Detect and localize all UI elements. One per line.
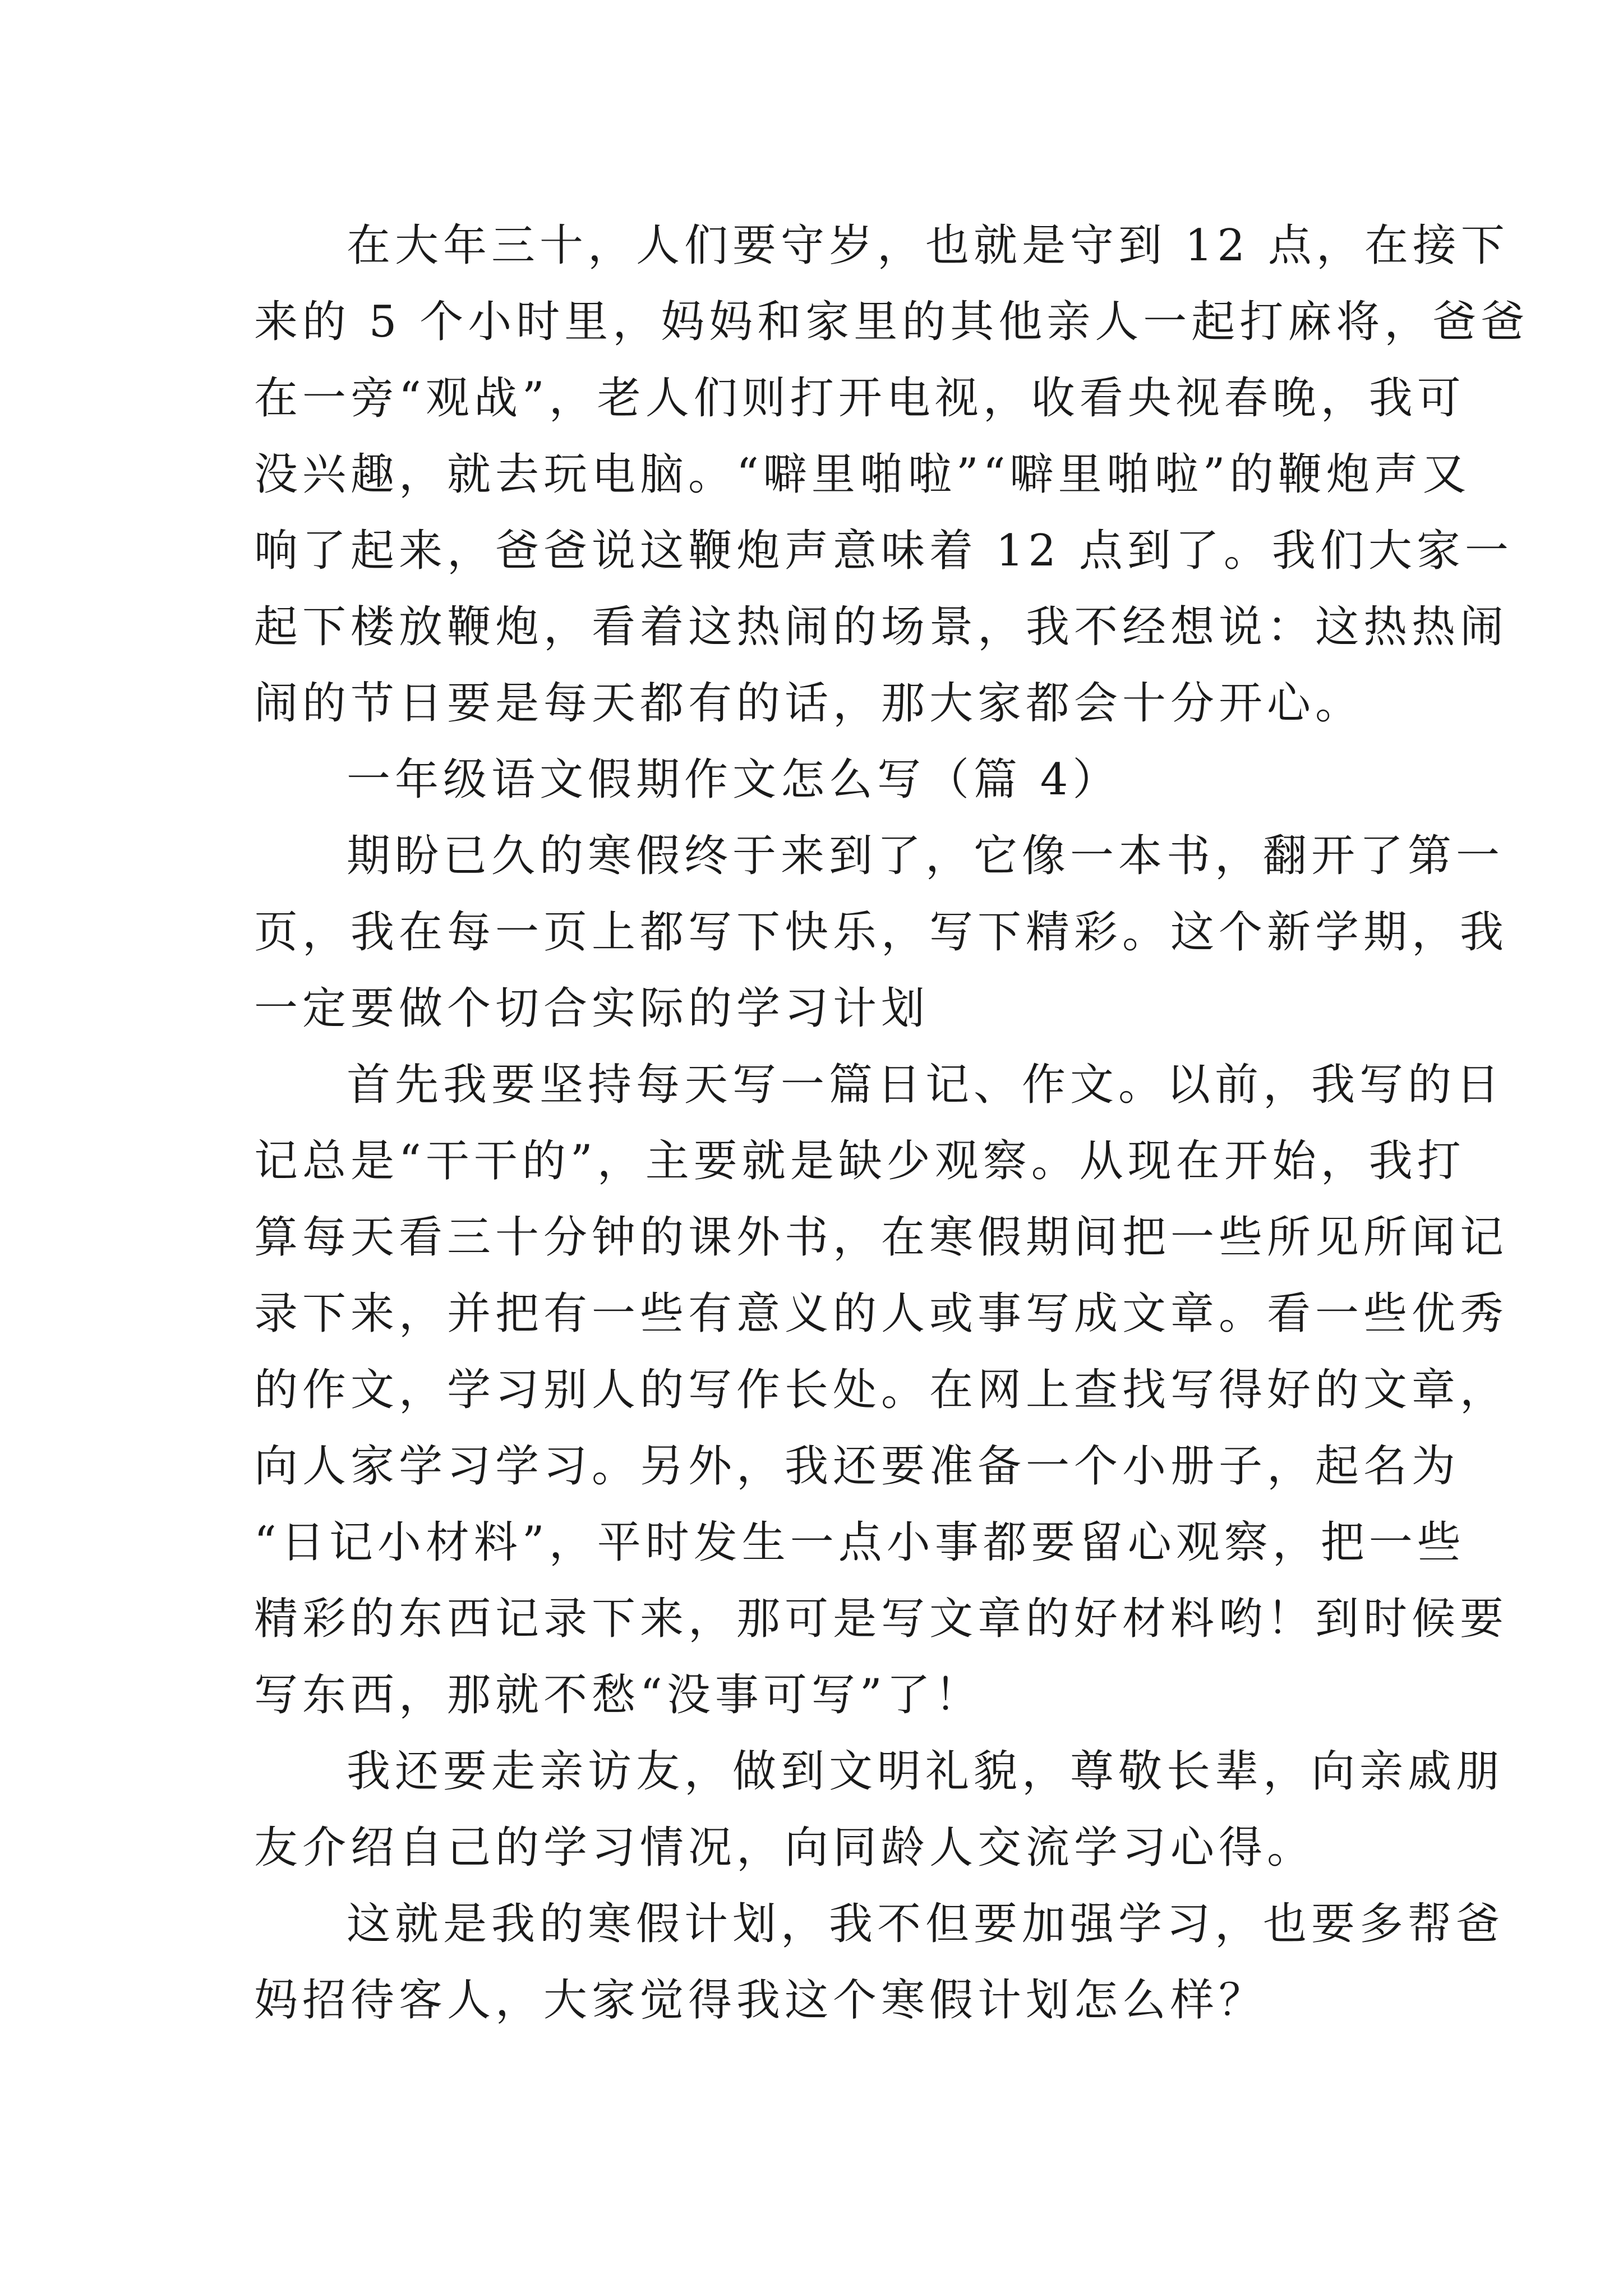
text-line: 响了起来，爸爸说这鞭炮声意味着 12 点到了。我们大家一: [254, 526, 1513, 576]
text-line: 在大年三十，人们要守岁，也就是守到 12 点，在接下: [347, 220, 1509, 271]
paragraph-p2-heading: [254, 742, 1380, 818]
text-line: 录下来，并把有一些有意义的人或事写成文章。看一些优秀: [254, 1289, 1509, 1339]
paragraph-p5: [254, 1733, 1505, 1886]
text-line: 起下楼放鞭炮，看着这热闹的场景，我不经想说：这热热闹: [254, 602, 1509, 652]
text-line: 我还要走亲访友，做到文明礼貌，尊敬长辈，向亲戚朋: [347, 1746, 1505, 1797]
text-line: 的作文，学习别人的写作长处。在网上查找写得好的文章，: [254, 1365, 1509, 1415]
text-line: 算每天看三十分钟的课外书，在寒假期间把一些所见所闻记: [254, 1212, 1509, 1263]
text-line: “日记小材料”，平时发生一点小事都要留心观察，把一些: [254, 1517, 1465, 1568]
paragraph-p3: [254, 818, 1509, 1047]
paragraph-p1: [254, 208, 1529, 742]
text-line: 首先我要坚持每天写一篇日记、作文。以前，我写的日: [347, 1060, 1505, 1110]
text-line: 在一旁“观战”，老人们则打开电视，收看央视春晚，我可: [254, 373, 1465, 424]
text-line: 妈招待客人，大家觉得我这个寒假计划怎么样？: [254, 1975, 1267, 2026]
document-body: [254, 208, 1529, 2039]
text-line: 闹的节日要是每天都有的话，那大家都会十分开心。: [254, 678, 1364, 729]
text-line: 页，我在每一页上都写下快乐，写下精彩。这个新学期，我: [254, 907, 1509, 958]
paragraph-p6: [254, 1886, 1505, 2039]
text-line: 期盼已久的寒假终于来到了，它像一本书，翻开了第一: [347, 831, 1505, 881]
text-line: 精彩的东西记录下来，那可是写文章的好材料哟！到时候要: [254, 1594, 1509, 1644]
text-line: 这就是我的寒假计划，我不但要加强学习，也要多帮爸: [347, 1899, 1505, 1949]
text-line: 友介绍自己的学习情况，向同龄人交流学习心得。: [254, 1823, 1316, 1873]
text-line: 写东西，那就不愁“没事可写”了！: [254, 1670, 983, 1720]
paragraph-p4: [254, 1047, 1509, 1733]
text-line: 记总是“干干的”，主要就是缺少观察。从现在开始，我打: [254, 1136, 1465, 1186]
text-line: 向人家学习学习。另外，我还要准备一个小册子，起名为: [254, 1441, 1460, 1492]
section-heading: 一年级语文假期作文怎么写（篇 4）: [347, 754, 1121, 805]
text-line: 没兴趣，就去玩电脑。“噼里啪啦”“噼里啪啦”的鞭炮声又: [254, 449, 1471, 500]
text-line: 来的 5 个小时里，妈妈和家里的其他亲人一起打麻将，爸爸: [254, 297, 1529, 347]
text-line: 一定要做个切合实际的学习计划: [254, 983, 930, 1034]
